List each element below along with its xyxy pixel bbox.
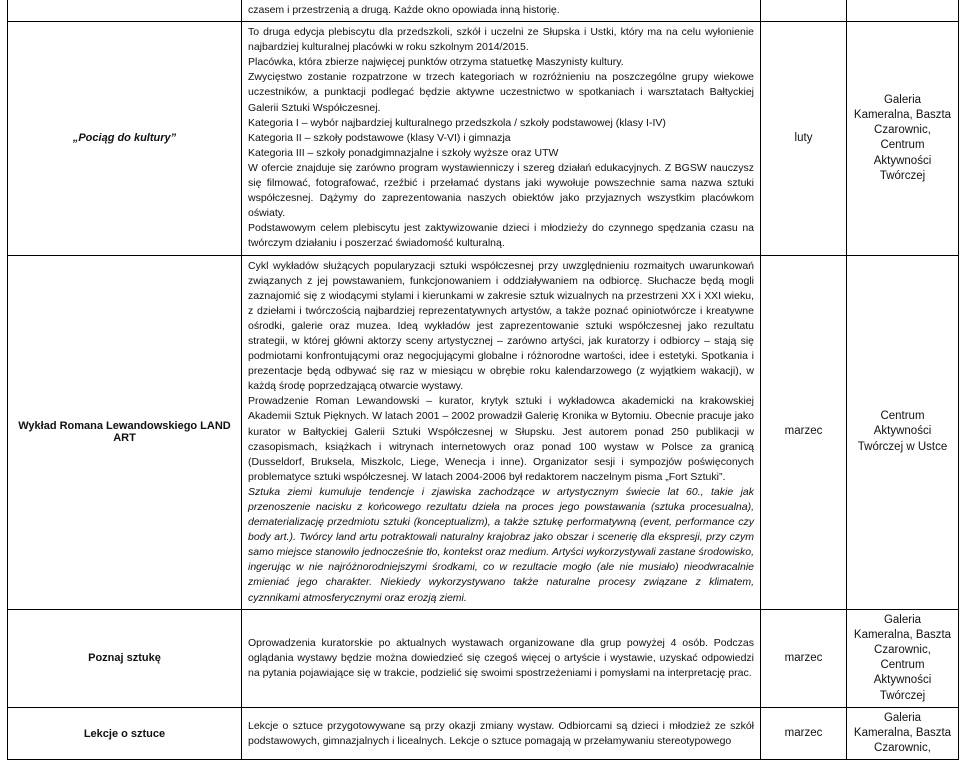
description-paragraph: Cykl wykładów służących popularyzacji sztuki współczesnej przy uwzględnieniu rozmaitych uwarunkowań związanych z jej powstawaniem, funkcjonowaniem i oddziaływaniem na odbiorcę. Słuchacze będą mogli zaznajomić się z wiodącymi stylami i kierunkami w zakresie sztuk wizualnych na przestrzeni XX i XXI wieku, z dziełami i twórczością najbardziej reprezentatywnych artystów, a także poznać opiniotwórcze i kreatywne ośrodki, galerie oraz muzea. Ideą wykładów jest zaprezentowanie sztuki współczesnej jako rezultatu strategii, w której główni aktorzy sceny artystycznej – zarówno artyści, jak kuratorzy i odbiorcy – stają się podmiotami konfrontującymi oraz negocjującymi globalne i różnorodne wartości, idee i estetyki. Spotkania i prezentacje będą odbywać się raz w miesiącu w obrębie roku kalendarzowego (z wyjątkiem wakacji), w każdą środę poprzedzającą otwarcie wystawy. [248,259,754,393]
activity-name-text: „Pociąg do kultury” [72,132,177,145]
description-paragraph-italic: Sztuka ziemi kumuluje tendencje i zjawiska zachodzące w artystycznym świecie lat 60., takie jak przenoszenie nacisku z końcowego rezultatu dzieła na proces jego powstawania (sztuka procesualna), dematerializację przedmiotu sztuki (konceptualizm), a także sztukę performatywną (event, performance czy body art.). Twórcy land artu potraktowali naturalny krajobraz jako obszar i scenerię dla ekspresji, przy czym samo miejsce stanowiło jednocześnie tło, kontekst oraz medium. Artyści wykorzystywali zastane środowisko, ingerując w nie najróżnorodniejszymi środkami, co w rezultacie mogło (ale nie musiało) nieodwracalnie zmieniać jego charakter. Niekiedy wykorzystywano także naturalne procesy związane z klimatem, cyznnikami atmosferycznymi oraz erozją ziemi. [248,485,754,604]
description-paragraph: W ofercie znajduje się zarówno program wystawienniczy i szereg działań edukacyjnych. Z BGSW nauczysz się filmować, fotografować, rzeźbić i przełamać dystans jaki wywołuje powszechnie sama nazwa sztuki współczesnej. Dążymy do zaprezentowania naszych obiektów jako przyjaznych wszystkim placówkom oświaty. [248,161,754,220]
activity-description [242,0,761,22]
activity-description [242,609,761,707]
description-paragraph: Podstawowym celem plebiscytu jest zaktywizowanie dzieci i młodzieży do czynnego spędzania czasu na twórczym działaniu i poszerzać świadomość kulturalną. [248,222,754,250]
table-row [8,22,959,255]
description-paragraph: Prowadzenie Roman Lewandowski – kurator, krytyk sztuki i wykładowca akademicki na krakowskiej Akademii Sztuk Pięknych. W latach 2001 – 2002 prowadził Galerię Kronika w Bytomiu. Obecnie pracuje jako kurator w Bałtyckiej Galerii Sztuki Współczesnej w Słupsku. Jest autorem ponad 250 publikacji w czasopismach, książkach i witrynach internetowych oraz ponad 100 wystaw w Polsce za granicą (Dusseldorf, Bruksela, Miszkolc, Liege, Wenecja i inne). Organizator sesji i sympozjów poświęconych problematyce sztuki współczesnej. W latach 2004-2006 był redaktorem naczelnym pisma „Fort Sztuki”. [248,395,754,483]
activity-term [761,0,847,22]
description-paragraph: czasem i przestrzenią a drugą. Każde okno opowiada inną historię. [248,4,560,16]
activity-term: luty [761,22,847,255]
activity-description [242,707,761,760]
activity-name [8,0,242,22]
description-paragraph: Kategoria III – szkoły ponadgimnazjalne i szkoły wyższe oraz UTW [248,146,559,159]
activity-term: marzec [761,707,847,760]
activity-place: Centrum Aktywności Twórczej w Ustce [847,255,959,609]
activity-place [847,0,959,22]
activity-term: marzec [761,609,847,707]
description-paragraph: To druga edycja plebiscytu dla przedszkoli, szkół i uczelni ze Słupska i Ustki, który ma na celu wyłonienie najbardziej kulturalnej placówki w roku szkolnym 2014/2015. [248,26,754,54]
activity-name [8,22,242,255]
activity-place: Galeria Kameralna, Baszta Czarownic, [847,707,959,760]
activity-term: marzec [761,255,847,609]
description-paragraph: Oprowadzenia kuratorskie po aktualnych wystawach organizowane dla grup powyżej 4 osób. Podczas oglądania wystawy będzie można dowiedzieć się czegoś więcej o artyście i wystawie, uzyskać odpowiedzi na pytania pojawiające się w trakcie, podzielić się swoimi spostrzeżeniami i pomysłami na interpretację prac. [248,636,754,679]
table-row [8,0,959,22]
activity-description [242,22,761,255]
table-row [8,255,959,609]
table-row [8,707,959,760]
program-table [7,0,959,760]
activity-name: Lekcje o sztuce [8,707,242,760]
activity-description [242,255,761,609]
description-paragraph: Kategoria I – wybór najbardziej kulturalnego przedszkola / szkoły podstawowej (klasy I-IV) [248,116,666,129]
description-paragraph: Placówka, która zbierze najwięcej punktów otrzyma statuetkę Maszynisty kultury. [248,56,624,69]
activity-name: Wykład Romana Lewandowskiego LAND ART [8,255,242,609]
activity-place: Galeria Kameralna, Baszta Czarownic, Centrum Aktywności Twórczej [847,22,959,255]
description-paragraph: Lekcje o sztuce przygotowywane są przy okazji zmiany wystaw. Odbiorcami są dzieci i młodzież ze szkół podstawowych, gimnazjalnych i licealnych. Lekcje o sztuce pomagają w przełamywaniu stereotypowego [248,719,754,747]
activity-name: Poznaj sztukę [8,609,242,707]
description-paragraph: Zwycięstwo zostanie rozpatrzone w trzech kategoriach w rozróżnieniu na poszczególne grupy wiekowe uczestników, a punktacji podlegać będzie aktywne uczestnictwo w spotkaniach i warsztatach Bałtyckiej Galerii Sztuki Współczesnej. [248,71,754,114]
activity-place: Galeria Kameralna, Baszta Czarownic, Centrum Aktywności Twórczej [847,609,959,707]
table-row [8,609,959,707]
description-paragraph: Kategoria II – szkoły podstawowe (klasy V-VI) i gimnazja [248,131,511,144]
